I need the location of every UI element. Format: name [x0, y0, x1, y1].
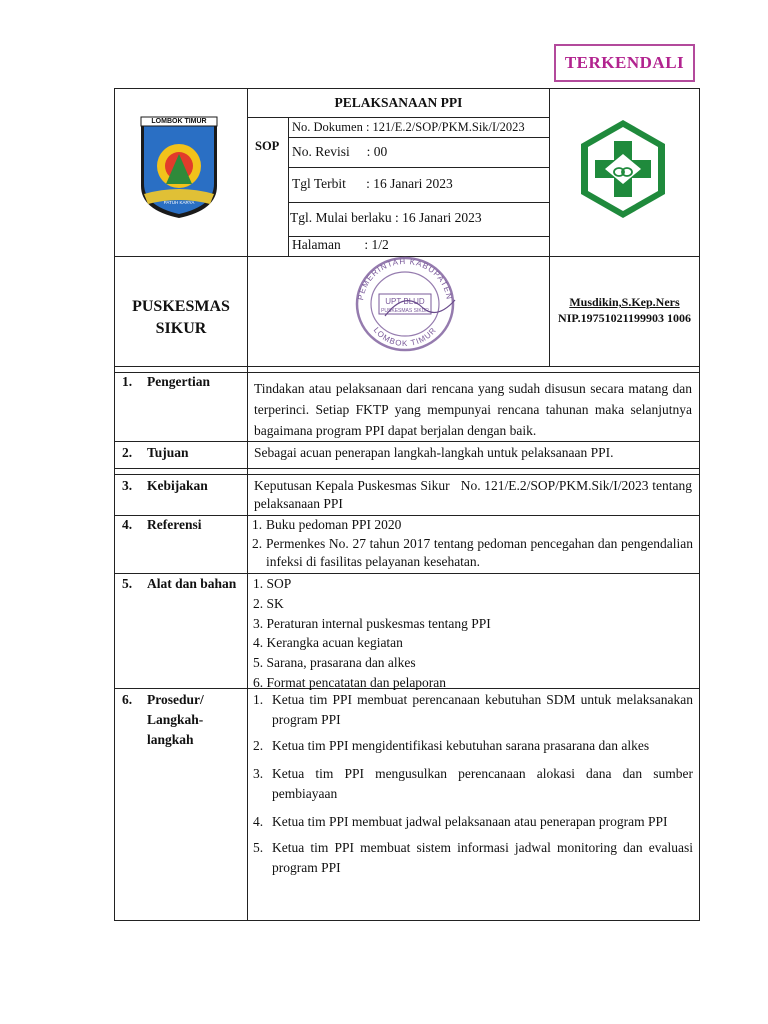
section-label-tujuan: Tujuan [147, 445, 189, 460]
list-item: 2. Permenkes No. 27 tahun 2017 tentang pedoman pencegahan dan pengendalian infeksi di fasilitas pelayanan kesehatan. [252, 536, 693, 569]
list-item: 4. Ketua tim PPI membuat jadwal pelaksanaan atau penerapan program PPI [253, 814, 668, 829]
section-label-prosedur-3: langkah [147, 732, 194, 747]
list-item: 5. Sarana, prasarana dan alkes [253, 655, 416, 671]
list-item: 1. Buku pedoman PPI 2020 [252, 517, 402, 532]
section-label-prosedur-2: Langkah- [147, 712, 204, 727]
section-label-kebijakan: Kebijakan [147, 478, 208, 493]
svg-text:PEMERINTAH KABUPATEN: PEMERINTAH KABUPATEN [356, 256, 454, 301]
list-item: 6. Format pencatatan dan pelaporan [253, 674, 447, 690]
list-item: 1. Ketua tim PPI membuat perencanaan kebutuhan SDM untuk melaksanakan program PPI [253, 692, 693, 727]
list-item: 5. Ketua tim PPI membuat sistem informasi jadwal monitoring dan evaluasi program PPI [253, 840, 693, 875]
section-label-referensi: Referensi [147, 517, 202, 532]
list-item: 4. Kerangka acuan kegiatan [253, 635, 403, 651]
svg-text:LOMBOK TIMUR: LOMBOK TIMUR [371, 325, 439, 349]
district-logo-title: LOMBOK TIMUR [151, 118, 207, 125]
signer-nip: NIP.19751021199903 1006 [558, 311, 691, 325]
svg-text:PUSKESMAS SIKUR: PUSKESMAS SIKUR [381, 308, 429, 314]
section-number: 6. [122, 692, 133, 707]
no-revisi: No. Revisi : 00 [292, 144, 388, 159]
list-item: 3. Ketua tim PPI mengusulkan perencanaan alokasi dana dan sumber pembiayaan [253, 766, 693, 801]
signer-name: Musdikin,S.Kep.Ners [569, 295, 680, 309]
svg-text:UPT BLUD: UPT BLUD [385, 297, 425, 306]
section-label-prosedur: Prosedur/ [147, 692, 204, 707]
tujuan-text: Sebagai acuan penerapan langkah-langkah untuk pelaksanaan PPI. [254, 445, 614, 460]
halaman: Halaman : 1/2 [292, 237, 389, 252]
referensi-list [252, 516, 693, 571]
no-dokumen: No. Dokumen : 121/E.2/SOP/PKM.Sik/I/2023 [292, 120, 525, 134]
status-stamp: TERKENDALI [554, 44, 695, 82]
section-number: 1. [122, 374, 133, 389]
section-number: 2. [122, 445, 133, 460]
document-title: PELAKSANAAN PPI [334, 95, 463, 110]
district-logo [138, 114, 220, 220]
alat-list [253, 574, 693, 693]
puskesmas-cross-icon [578, 117, 668, 221]
org-name-line1: PUSKESMAS [132, 298, 230, 315]
section-number: 5. [122, 576, 133, 591]
district-logo-motto: PATUH KARYA [163, 200, 195, 205]
tgl-terbit: Tgl Terbit : 16 Janari 2023 [292, 176, 453, 191]
seal-icon [345, 250, 465, 356]
sop-label: SOP [255, 139, 280, 153]
section-label-pengertian: Pengertian [147, 374, 210, 389]
prosedur-list [253, 690, 693, 878]
list-item: 3. Peraturan internal puskesmas tentang PPI [253, 615, 491, 631]
list-item: 2. Ketua tim PPI mengidentifikasi kebutuhan sarana prasarana dan alkes [253, 738, 650, 753]
list-item: 2. SK [253, 595, 284, 611]
list-item: 1. SOP [253, 576, 292, 591]
section-number: 3. [122, 478, 133, 493]
tgl-mulai-berlaku: Tgl. Mulai berlaku : 16 Janari 2023 [290, 210, 482, 225]
kebijakan-text: Keputusan Kepala Puskesmas Sikur No. 121/E.2/SOP/PKM.Sik/I/2023 tentang pelaksanaan PPI [254, 478, 696, 511]
org-name-line2: SIKUR [155, 320, 207, 337]
section-number: 4. [122, 517, 133, 532]
official-seal [345, 250, 465, 356]
section-label-alat: Alat dan bahan [147, 576, 237, 591]
pengertian-text: Tindakan atau pelaksanaan dari rencana yang sudah disusun secara matang dan terperinci. Setiap FKTP yang mempunyai rencana tahunan maka selanjutnya bagaimana program PPI dapat berjalan dengan baik. [254, 381, 692, 438]
puskesmas-logo [578, 117, 668, 221]
